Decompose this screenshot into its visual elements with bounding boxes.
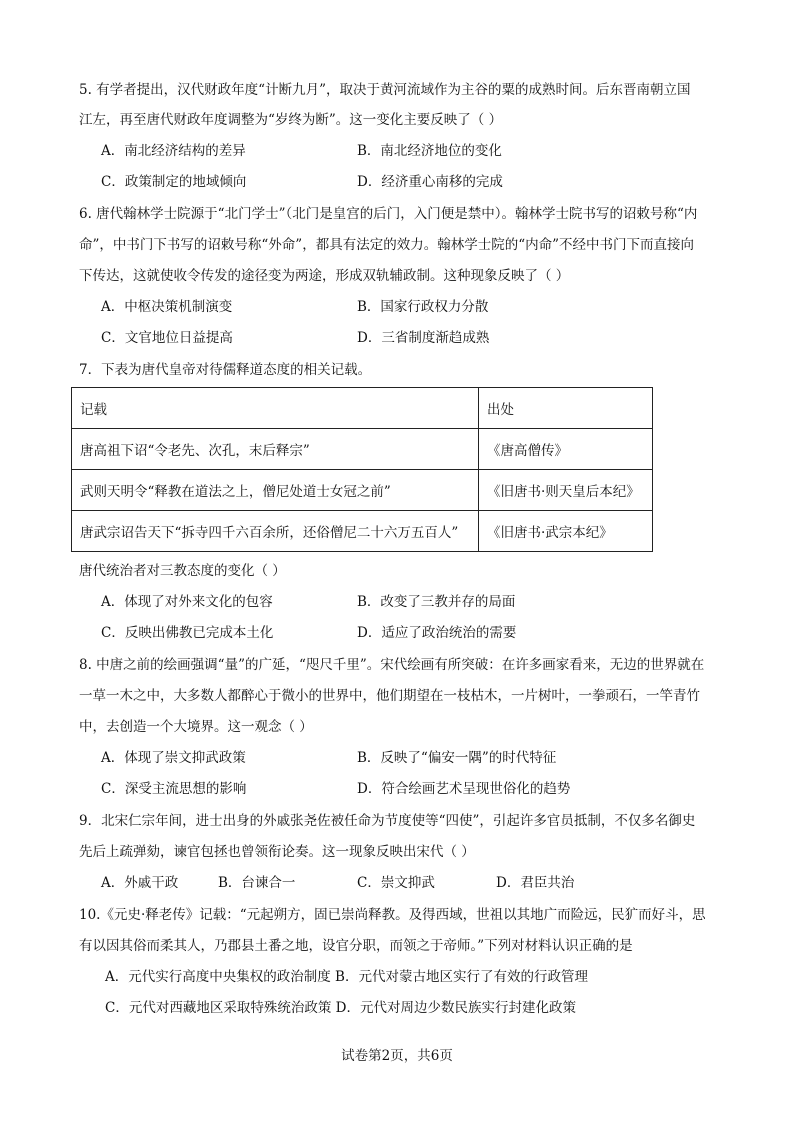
q7-question: 唐代统治者对三教态度的变化（ ） bbox=[79, 563, 286, 579]
q5-option-b[interactable]: B．南北经济地位的变化 bbox=[357, 143, 502, 159]
q6-option-a[interactable]: A．中枢决策机制演变 bbox=[101, 299, 233, 315]
q5-option-a[interactable]: A．南北经济结构的差异 bbox=[101, 143, 246, 159]
q9-stem-line-1: 9．北宋仁宗年间，进士出身的外戚张尧佐被任命为节度使等“四使”，引起许多官员抵制，不仅多名御史 bbox=[79, 813, 696, 829]
table-cell-record: 唐武宗诏告天下“拆寺四千六百余所，还俗僧尼二十六万五百人” bbox=[72, 511, 479, 552]
q9-option-c[interactable]: C．崇文抑武 bbox=[357, 875, 435, 891]
table-cell-record: 唐高祖下诏“令老先、次孔，末后释宗” bbox=[72, 429, 479, 470]
q5-option-c[interactable]: C．政策制定的地域倾向 bbox=[101, 174, 247, 190]
q6-stem-line-3: 下传达，这就使收令传发的途径变为两途，形成双轨辅政制。这种现象反映了（ ） bbox=[79, 268, 570, 284]
q10-stem-line-2: 有以因其俗而柔其人，乃郡县土番之地，设官分职，而领之于帝师。”下列对材料认识正确的是 bbox=[79, 938, 633, 954]
table-row bbox=[72, 429, 653, 470]
table-cell-record: 武则天明令“释教在道法之上，僧尼处道士女冠之前” bbox=[72, 470, 479, 511]
q10-options-line-ab[interactable]: A．元代实行高度中央集权的政治制度 B．元代对蒙古地区实行了有效的行政管理 bbox=[105, 969, 588, 985]
table-header-record: 记载 bbox=[72, 388, 479, 429]
table-header-row bbox=[72, 388, 653, 429]
records-table bbox=[71, 387, 653, 552]
table-cell-source: 《唐高僧传》 bbox=[479, 429, 653, 470]
table-header-source: 出处 bbox=[479, 388, 653, 429]
q8-option-d[interactable]: D．符合绘画艺术呈现世俗化的趋势 bbox=[357, 781, 571, 797]
q7-option-a[interactable]: A．体现了对外来文化的包容 bbox=[101, 594, 273, 610]
q5-stem-line-1: 5. 有学者提出，汉代财政年度“计断九月”，取决于黄河流域作为主谷的粟的成熟时间。后东晋南朝立国 bbox=[79, 82, 691, 98]
q9-option-d[interactable]: D．君臣共治 bbox=[496, 875, 575, 891]
q9-stem-line-2: 先后上疏弹劾，谏官包拯也曾领衔论奏。这一现象反映出宋代（ ） bbox=[79, 844, 475, 860]
q6-option-c[interactable]: C．文官地位日益提高 bbox=[101, 330, 233, 346]
q7-option-d[interactable]: D．适应了政治统治的需要 bbox=[357, 625, 517, 641]
q5-stem-line-2: 江左，再至唐代财政年度调整为“岁终为断”。这一变化主要反映了（ ） bbox=[79, 112, 503, 128]
q7-intro: 7．下表为唐代皇帝对待儒释道态度的相关记载。 bbox=[79, 362, 372, 378]
q8-stem-line-3: 中，去创造一个大境界。这一观念（ ） bbox=[79, 719, 313, 735]
q9-option-b[interactable]: B．台谏合一 bbox=[218, 875, 296, 891]
q6-stem-line-2: 命”，中书门下书写的诏敕号称“外命”，都具有法定的效力。翰林学士院的“内命”不经中书门下而直接向 bbox=[79, 237, 695, 253]
q8-option-c[interactable]: C．深受主流思想的影响 bbox=[101, 781, 247, 797]
q8-stem-line-1: 8. 中唐之前的绘画强调“量”的广延，“咫尺千里”。宋代绘画有所突破：在许多画家看来，无边的世界就在 bbox=[79, 657, 705, 673]
table-row bbox=[72, 470, 653, 511]
q8-option-a[interactable]: A．体现了崇文抑武政策 bbox=[101, 750, 246, 766]
table-cell-source: 《旧唐书·武宗本纪》 bbox=[479, 511, 653, 552]
q7-option-b[interactable]: B．改变了三教并存的局面 bbox=[357, 594, 516, 610]
q7-option-c[interactable]: C．反映出佛教已完成本土化 bbox=[101, 625, 274, 641]
table-cell-source: 《旧唐书·则天皇后本纪》 bbox=[479, 470, 653, 511]
q10-stem-line-1: 10.《元史·释老传》记载：“元起朔方，固已崇尚释教。及得西域，世祖以其地广而险远，民犷而好斗，思 bbox=[79, 907, 706, 923]
q9-option-a[interactable]: A．外戚干政 bbox=[101, 875, 179, 891]
q6-option-b[interactable]: B．国家行政权力分散 bbox=[357, 299, 489, 315]
page-footer: 试卷第2页，共6页 bbox=[341, 1048, 453, 1064]
q8-stem-line-2: 一草一木之中，大多数人都醉心于微小的世界中，他们期望在一枝枯木，一片树叶，一拳顽石，一竿青竹 bbox=[79, 688, 700, 704]
q6-option-d[interactable]: D．三省制度渐趋成熟 bbox=[357, 330, 490, 346]
table-row bbox=[72, 511, 653, 552]
q5-option-d[interactable]: D．经济重心南移的完成 bbox=[357, 174, 503, 190]
q8-option-b[interactable]: B．反映了“偏安一隅”的时代特征 bbox=[357, 750, 557, 766]
q6-stem-line-1: 6. 唐代翰林学士院源于“北门学士”（北门是皇宫的后门，入门便是禁中）。翰林学士院书写的诏敕号称“内 bbox=[79, 206, 698, 222]
q10-options-line-cd[interactable]: C．元代对西藏地区采取特殊统治政策 D．元代对周边少数民族实行封建化政策 bbox=[105, 1000, 576, 1016]
